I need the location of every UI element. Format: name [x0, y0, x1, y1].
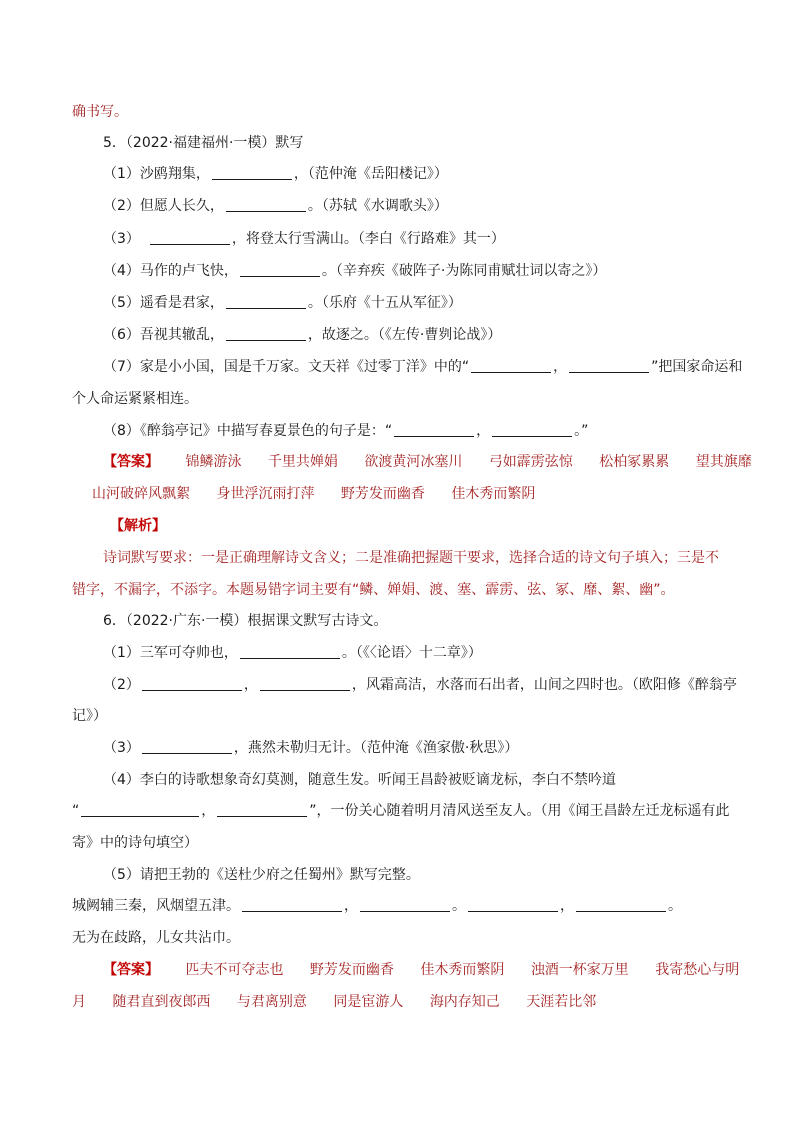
q6-item-4-cont: 寄》中的诗句填空）	[72, 835, 198, 851]
intro-tail: 确书写。	[72, 104, 128, 120]
answer-blank[interactable]	[576, 897, 666, 912]
answer-item: 身世浮沉雨打萍	[216, 486, 315, 502]
analysis-label: 【解析】	[110, 518, 166, 534]
answer-item: 欲渡黄河冰塞川	[364, 454, 463, 470]
q6-answers-line-1	[103, 960, 740, 980]
answer-item: 与君离别意	[236, 994, 307, 1010]
answer-blank[interactable]	[142, 676, 242, 691]
q6-item-3: （3） ，燕然未勒归无计。（范仲淹《渔家傲·秋思》）	[103, 740, 519, 756]
answer-item: 佳木秀而繁阴	[451, 486, 536, 502]
q6-item-4: （4）李白的诗歌想象奇幻莫测，随意生发。听闻王昌龄被贬谪龙标，李白不禁吟道	[103, 772, 616, 788]
question-5-title: 5．（2022·福建福州·一模）默写	[103, 135, 304, 151]
q5-item-2: （2）但愿人长久， 。（苏轼《水调歌头》）	[103, 198, 448, 214]
answer-item: 野芳发而幽香	[309, 962, 394, 978]
answer-item: 山河破碎风飘絮	[92, 486, 190, 502]
answer-item: 天涯若比邻	[526, 994, 597, 1010]
answer-blank[interactable]	[226, 294, 306, 309]
answer-label: 【答案】	[103, 454, 159, 470]
q6-item-2: （2） ， ，风霜高洁，水落而石出者，山间之四时也。（欧阳修《醉翁亭	[103, 677, 737, 693]
q6-item-5-blanks: 城阙辅三秦，风烟望五津。 ， 。 ， 。	[72, 898, 682, 914]
analysis-line-1: 诗词默写要求：一是正确理解诗文含义；二是准确把握题干要求，选择合适的诗文句子填入；三是不	[103, 550, 719, 566]
q5-item-3: （3） ，将登太行雪满山。（李白《行路难》其一）	[103, 231, 505, 247]
answer-label: 【答案】	[103, 962, 159, 978]
answer-item: 千里共婵娟	[267, 454, 338, 470]
answer-item: 弓如霹雳弦惊	[488, 454, 573, 470]
q6-answers-line-2	[72, 992, 728, 1012]
answer-blank[interactable]	[240, 644, 340, 659]
answer-blank[interactable]	[242, 897, 342, 912]
answer-item: 野芳发而幽香	[340, 486, 425, 502]
q5-item-6: （6）吾视其辙乱， ，故逐之。（《左传·曹刿论战》）	[103, 327, 502, 343]
q5-answers-line-2	[92, 484, 728, 504]
answer-blank[interactable]	[569, 358, 649, 373]
answer-blank[interactable]	[471, 358, 551, 373]
answer-blank[interactable]	[226, 197, 306, 212]
answer-blank[interactable]	[142, 739, 232, 754]
answer-item: 匹夫不可夺志也	[185, 962, 284, 978]
answer-blank[interactable]	[212, 165, 292, 180]
q6-item-5: （5）请把王勃的《送杜少府之任蜀州》默写完整。	[103, 867, 420, 883]
answer-item: 月	[72, 994, 86, 1010]
answer-blank[interactable]	[226, 326, 306, 341]
answer-item: 随君直到夜郎西	[112, 994, 211, 1010]
answer-blank[interactable]	[260, 676, 350, 691]
answer-blank[interactable]	[394, 422, 474, 437]
analysis-line-2: 错字，不漏字，不添字。本题易错字词主要有“鳞、婵娟、渡、塞、霹雳、弦、冢、靡、絮、幽”。	[72, 582, 675, 598]
answer-blank[interactable]	[217, 802, 307, 817]
q5-item-7-cont: 个人命运紧紧相连。	[72, 391, 198, 407]
question-6-title: 6．（2022·广东·一模）根据课文默写古诗文。	[103, 613, 388, 629]
answer-item: 锦鳞游泳	[185, 454, 242, 470]
answer-item: 海内存知己	[429, 994, 500, 1010]
q5-item-5: （5）遥看是君家， 。（乐府《十五从军征》）	[103, 295, 462, 311]
answer-blank[interactable]	[492, 422, 572, 437]
answer-blank[interactable]	[468, 897, 558, 912]
answer-item: 望其旗靡	[695, 454, 752, 470]
answer-blank[interactable]	[150, 230, 230, 245]
q5-item-7: （7）家是小小国，国是千万家。文天祥《过零丁洋》中的“ ， ”把国家命运和	[103, 359, 743, 375]
answer-item: 佳木秀而繁阴	[420, 962, 505, 978]
q6-item-5-cont: 无为在歧路，儿女共沾巾。	[72, 930, 240, 946]
q6-item-4-blanks: “ ， ”，一份关心随着明月清风送至友人。（用《闻王昌龄左迁龙标遥有此	[72, 803, 730, 819]
answer-blank[interactable]	[240, 262, 320, 277]
q5-item-1: （1）沙鸥翔集， ，（范仲淹《岳阳楼记》）	[103, 166, 448, 182]
answer-blank[interactable]	[81, 802, 199, 817]
answer-item: 我寄愁心与明	[655, 962, 740, 978]
q5-item-8: （8）《醉翁亭记》中描写春夏景色的句子是：“ ， 。”	[103, 423, 589, 439]
q6-item-2-cont: 记》）	[72, 708, 107, 724]
q6-item-1: （1）三军可夺帅也， 。（《〈论语〉十二章》）	[103, 645, 482, 661]
answer-item: 浊酒一杯家万里	[530, 962, 629, 978]
answer-blank[interactable]	[360, 897, 450, 912]
q5-item-4: （4）马作的卢飞快， 。（辛弃疾《破阵子·为陈同甫赋壮词以寄之》）	[103, 263, 607, 279]
answer-item: 同是宦游人	[333, 994, 404, 1010]
q5-answers-line-1	[103, 452, 752, 472]
answer-item: 松柏冢累累	[599, 454, 670, 470]
